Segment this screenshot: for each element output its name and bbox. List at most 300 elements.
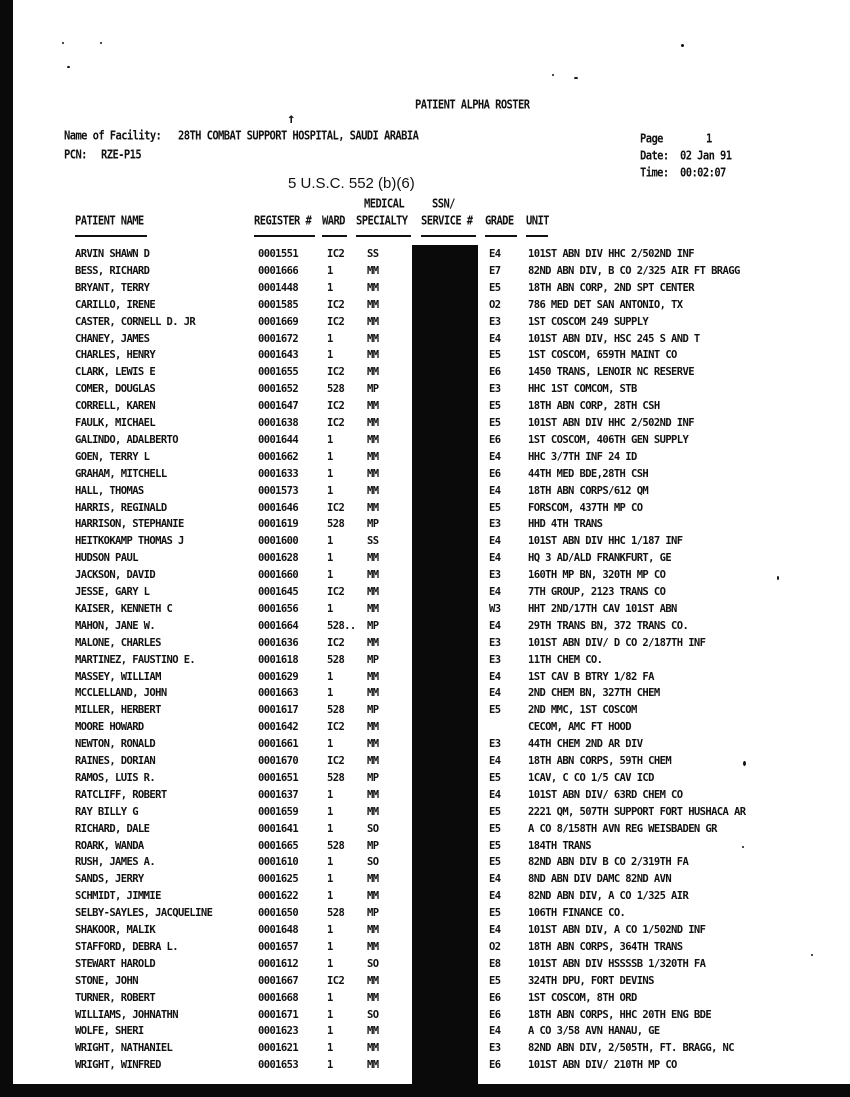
page-number: 1 [706,132,712,146]
cell-ward: 528 [327,704,345,717]
cell-patient-name: CHANEY, JAMES [75,332,150,345]
cell-specialty: MM [367,924,379,936]
cell-patient-name: STONE, JOHN [75,974,138,987]
cell-grade: E4 [489,552,501,565]
cell-ward: 1 [327,1059,333,1072]
cell-grade: E6 [489,1059,501,1072]
cell-grade: E3 [489,315,501,328]
cell-unit: 1ST COSCOM 249 SUPPLY [528,315,649,328]
cell-register-number: 0001657 [258,940,299,953]
col-header-service: SERVICE # [421,214,473,228]
cell-grade: E3 [489,738,501,751]
cell-register-number: 0001623 [258,1025,299,1038]
cell-ward: IC2 [327,974,345,987]
cell-specialty: MM [367,349,379,362]
time-label: Time: [640,166,669,180]
pcn-value: RZE-P15 [101,148,142,162]
cell-ward: 1 [327,873,333,886]
cell-unit: 11TH CHEM CO. [528,653,603,666]
cell-specialty: MM [367,1042,379,1055]
cell-specialty: SO [367,856,379,869]
col-header-patient-name: PATIENT NAME [75,214,144,228]
col-header-ssn: SSN/ [432,197,455,211]
date-value: 02 Jan 91 [680,149,732,163]
scan-speck [574,77,578,79]
cell-unit: 44TH CHEM 2ND AR DIV [528,738,643,751]
cell-patient-name: CHARLES, HENRY [75,349,156,362]
cell-register-number: 0001662 [258,450,299,463]
cell-grade: E6 [489,366,501,379]
header-rule [322,235,347,237]
scan-speck [62,42,64,44]
cell-register-number: 0001661 [258,738,299,751]
cell-unit: HHC 3/7TH INF 24 ID [528,450,637,463]
cell-ward: IC2 [327,366,345,379]
cell-patient-name: WOLFE, SHERI [75,1025,144,1038]
cell-grade: E5 [489,856,501,869]
cell-patient-name: SCHMIDT, JIMMIE [75,890,161,903]
cell-unit: 101ST ABN DIV HHC 2/502ND INF [528,248,694,260]
cell-grade: E4 [489,873,501,886]
cell-grade: O2 [489,298,501,311]
cell-register-number: 0001644 [258,433,299,446]
col-header-unit: UNIT [526,214,549,228]
page-label: Page [640,132,663,146]
cell-unit: 106TH FINANCE CO. [528,907,626,920]
cell-grade: E3 [489,518,501,531]
cell-unit: 2ND CHEM BN, 327TH CHEM [528,687,660,700]
cell-register-number: 0001663 [258,687,299,700]
cell-register-number: 0001664 [258,619,299,632]
cell-patient-name: KAISER, KENNETH C [75,602,173,615]
cell-register-number: 0001636 [258,636,299,649]
cell-grade: E4 [489,484,501,497]
cell-specialty: SO [367,1008,379,1021]
cell-grade: E4 [489,450,501,463]
cell-ward: 528 [327,518,345,531]
cell-grade: E5 [489,839,501,852]
cell-grade: E3 [489,653,501,666]
cell-ward: 1 [327,433,333,446]
cell-unit: 2ND MMC, 1ST COSCOM [528,704,637,717]
scan-speck [742,846,744,848]
cell-patient-name: GALINDO, ADALBERTO [75,433,178,446]
cell-unit: 101ST ABN DIV/ 210TH MP CO [528,1059,677,1072]
scan-speck [552,74,554,76]
cell-patient-name: CORRELL, KAREN [75,400,156,413]
cell-register-number: 0001637 [258,788,299,801]
cell-patient-name: WRIGHT, NATHANIEL [75,1042,173,1055]
cell-specialty: MM [367,501,379,514]
cell-specialty: MM [367,586,379,598]
cell-register-number: 0001612 [258,957,299,970]
cell-patient-name: FAULK, MICHAEL [75,417,156,429]
cell-patient-name: NEWTON, RONALD [75,738,156,751]
cell-specialty: MM [367,298,379,311]
cell-specialty: MM [367,1059,379,1072]
cell-grade: W3 [489,602,501,615]
cell-specialty: MM [367,400,379,413]
cell-patient-name: TURNER, ROBERT [75,991,156,1004]
cell-unit: 184TH TRANS [528,839,591,852]
header-rule [421,235,476,237]
cell-patient-name: RATCLIFF, ROBERT [75,788,167,801]
cell-unit: HHD 4TH TRANS [528,518,603,531]
cell-patient-name: MALONE, CHARLES [75,636,161,649]
cell-patient-name: HUDSON PAUL [75,552,138,565]
cell-register-number: 0001670 [258,755,299,767]
report-title: PATIENT ALPHA ROSTER [415,98,530,112]
cell-specialty: MM [367,315,379,328]
cell-ward: IC2 [327,417,345,429]
cell-ward: IC2 [327,248,345,260]
cell-grade: E7 [489,264,501,277]
cell-unit: 1ST COSCOM, 406TH GEN SUPPLY [528,433,689,446]
cell-patient-name: BESS, RICHARD [75,264,150,277]
cell-register-number: 0001638 [258,417,299,429]
cell-register-number: 0001621 [258,1042,299,1055]
cell-unit: 1ST CAV B BTRY 1/82 FA [528,670,654,683]
cell-register-number: 0001642 [258,721,299,734]
cell-specialty: MM [367,636,379,649]
cell-grade: E4 [489,248,501,260]
cell-patient-name: MCCLELLAND, JOHN [75,687,167,700]
cell-patient-name: BRYANT, TERRY [75,281,150,294]
cell-grade: E3 [489,1042,501,1055]
cell-patient-name: MAHON, JANE W. [75,619,156,632]
cell-specialty: MP [367,907,379,920]
cell-ward: IC2 [327,586,345,598]
cell-specialty: MM [367,974,379,987]
cell-ward: 1 [327,450,333,463]
cell-patient-name: JESSE, GARY L [75,586,150,598]
cell-grade: E6 [489,1008,501,1021]
cell-register-number: 0001671 [258,1008,299,1021]
cell-unit: CECOM, AMC FT HOOD [528,721,631,734]
scan-speck [743,761,746,766]
cell-register-number: 0001622 [258,890,299,903]
cell-grade: E3 [489,569,501,582]
cell-unit: FORSCOM, 437TH MP CO [528,501,643,514]
cell-grade: E5 [489,349,501,362]
cell-specialty: MM [367,1025,379,1038]
cell-grade: E5 [489,281,501,294]
cell-ward: 1 [327,535,333,548]
cell-register-number: 0001652 [258,383,299,396]
cell-specialty: MM [367,569,379,582]
col-header-grade: GRADE [485,214,514,228]
cell-register-number: 0001643 [258,349,299,362]
cell-grade: E5 [489,907,501,920]
cell-specialty: MM [367,281,379,294]
cell-unit: 18TH ABN CORPS/612 QM [528,484,649,497]
cell-register-number: 0001651 [258,771,299,784]
cell-ward: IC2 [327,636,345,649]
cell-ward: IC2 [327,501,345,514]
cell-grade: E5 [489,501,501,514]
cell-ward: 1 [327,738,333,751]
cell-register-number: 0001641 [258,822,299,835]
cell-unit: 1ST COSCOM, 659TH MAINT CO [528,349,677,362]
cell-patient-name: GOEN, TERRY L [75,450,150,463]
cell-specialty: MM [367,467,379,480]
cell-unit: 101ST ABN DIV HSSSSB 1/320TH FA [528,957,706,970]
cell-grade: E4 [489,670,501,683]
cell-register-number: 0001648 [258,924,299,936]
cell-ward: IC2 [327,298,345,311]
cell-register-number: 0001647 [258,400,299,413]
cell-patient-name: JACKSON, DAVID [75,569,156,582]
cell-ward: 528 [327,907,345,920]
cell-grade: E4 [489,924,501,936]
cell-specialty: MM [367,417,379,429]
pen-mark: ↑ [287,111,296,127]
cell-specialty: MM [367,788,379,801]
cell-specialty: SO [367,957,379,970]
cell-patient-name: WILLIAMS, JOHNATHN [75,1008,178,1021]
cell-grade: E3 [489,383,501,396]
cell-specialty: SO [367,822,379,835]
cell-register-number: 0001645 [258,586,299,598]
cell-ward: 1 [327,822,333,835]
header-rule [75,235,147,237]
ssn-redaction-bar [412,245,478,1088]
cell-unit: 101ST ABN DIV HHC 1/187 INF [528,535,683,548]
cell-patient-name: STEWART HAROLD [75,957,156,970]
cell-register-number: 0001666 [258,264,299,277]
cell-register-number: 0001656 [258,602,299,615]
cell-unit: 18TH ABN CORPS, 364TH TRANS [528,940,683,953]
cell-grade: E4 [489,755,501,767]
cell-unit: 101ST ABN DIV, A CO 1/502ND INF [528,924,706,936]
cell-grade: E6 [489,991,501,1004]
cell-unit: HHC 1ST COMCOM, STB [528,383,637,396]
cell-register-number: 0001629 [258,670,299,683]
cell-ward: 1 [327,957,333,970]
cell-patient-name: RAINES, DORIAN [75,755,156,767]
header-rule [485,235,517,237]
cell-specialty: SS [367,535,379,548]
cell-unit: 18TH ABN CORPS, 59TH CHEM [528,755,672,767]
cell-patient-name: CLARK, LEWIS E [75,366,156,379]
cell-unit: 2221 QM, 507TH SUPPORT FORT HUSHACA AR [528,805,746,818]
scan-speck [67,66,70,68]
cell-ward: 1 [327,788,333,801]
cell-ward: 1 [327,687,333,700]
cell-unit: A CO 8/158TH AVN REG WEISBADEN GR [528,822,717,835]
cell-patient-name: RICHARD, DALE [75,822,150,835]
cell-grade: E5 [489,974,501,987]
cell-grade: E3 [489,636,501,649]
cell-grade: E5 [489,400,501,413]
cell-unit: 160TH MP BN, 320TH MP CO [528,569,666,582]
date-label: Date: [640,149,669,163]
cell-patient-name: SANDS, JERRY [75,873,144,886]
cell-grade: E5 [489,771,501,784]
cell-patient-name: RUSH, JAMES A. [75,856,156,869]
cell-register-number: 0001617 [258,704,299,717]
cell-unit: 44TH MED BDE,28TH CSH [528,467,649,480]
cell-unit: HHT 2ND/17TH CAV 101ST ABN [528,602,677,615]
cell-register-number: 0001618 [258,653,299,666]
cell-specialty: MM [367,332,379,345]
cell-register-number: 0001646 [258,501,299,514]
cell-unit: 82ND ABN DIV, A CO 1/325 AIR [528,890,689,903]
cell-register-number: 0001665 [258,839,299,852]
cell-specialty: MM [367,755,379,767]
cell-ward: 1 [327,1042,333,1055]
cell-register-number: 0001672 [258,332,299,345]
cell-specialty: MP [367,619,379,632]
cell-specialty: MM [367,721,379,734]
cell-unit: 1ST COSCOM, 8TH ORD [528,991,637,1004]
cell-specialty: MM [367,991,379,1004]
cell-grade: E5 [489,805,501,818]
cell-register-number: 0001655 [258,366,299,379]
cell-register-number: 0001585 [258,298,299,311]
cell-register-number: 0001573 [258,484,299,497]
cell-grade: E4 [489,619,501,632]
cell-ward: 528.. [327,619,356,632]
scan-speck [811,954,813,956]
cell-ward: 1 [327,924,333,936]
cell-specialty: MM [367,264,379,277]
cell-grade: E4 [489,687,501,700]
cell-unit: 82ND ABN DIV, B CO 2/325 AIR FT BRAGG [528,264,740,277]
cell-register-number: 0001660 [258,569,299,582]
cell-ward: 1 [327,349,333,362]
cell-ward: IC2 [327,315,345,328]
cell-ward: 1 [327,890,333,903]
cell-register-number: 0001448 [258,281,299,294]
cell-ward: 1 [327,1008,333,1021]
cell-patient-name: HARRISON, STEPHANIE [75,518,184,531]
facility-value: 28TH COMBAT SUPPORT HOSPITAL, SAUDI ARABIA [178,129,419,143]
cell-unit: 18TH ABN CORP, 2ND SPT CENTER [528,281,694,294]
cell-specialty: MP [367,704,379,717]
cell-ward: 528 [327,839,345,852]
cell-ward: 1 [327,552,333,565]
cell-unit: 101ST ABN DIV/ D CO 2/187TH INF [528,636,706,649]
cell-grade: E4 [489,586,501,598]
cell-patient-name: HALL, THOMAS [75,484,144,497]
cell-ward: 528 [327,383,345,396]
cell-unit: 1450 TRANS, LENOIR NC RESERVE [528,366,694,379]
cell-specialty: MM [367,670,379,683]
cell-register-number: 0001653 [258,1059,299,1072]
cell-ward: 1 [327,940,333,953]
cell-register-number: 0001668 [258,991,299,1004]
cell-register-number: 0001633 [258,467,299,480]
cell-unit: 1CAV, C CO 1/5 CAV ICD [528,771,654,784]
cell-ward: 1 [327,602,333,615]
cell-register-number: 0001625 [258,873,299,886]
cell-unit: 7TH GROUP, 2123 TRANS CO [528,586,666,598]
cell-patient-name: MASSEY, WILLIAM [75,670,161,683]
col-header-specialty: SPECIALTY [356,214,408,228]
cell-ward: 1 [327,281,333,294]
cell-register-number: 0001600 [258,535,299,548]
cell-patient-name: ARVIN SHAWN D [75,248,150,260]
cell-ward: IC2 [327,721,345,734]
cell-unit: 82ND ABN DIV B CO 2/319TH FA [528,856,689,869]
cell-specialty: MM [367,602,379,615]
cell-unit: 82ND ABN DIV, 2/505TH, FT. BRAGG, NC [528,1042,734,1055]
scan-speck [681,44,684,47]
cell-patient-name: MARTINEZ, FAUSTINO E. [75,653,196,666]
cell-grade: E4 [489,1025,501,1038]
cell-unit: 18TH ABN CORP, 28TH CSH [528,400,660,413]
cell-patient-name: HEITKOKAMP THOMAS J [75,535,184,548]
cell-patient-name: CASTER, CORNELL D. JR [75,315,196,328]
cell-unit: 101ST ABN DIV, HSC 245 S AND T [528,332,700,345]
cell-ward: 1 [327,670,333,683]
cell-specialty: SS [367,248,379,260]
cell-specialty: MM [367,873,379,886]
cell-specialty: MM [367,940,379,953]
cell-specialty: MM [367,433,379,446]
cell-patient-name: ROARK, WANDA [75,839,144,852]
cell-ward: 1 [327,569,333,582]
cell-ward: 1 [327,467,333,480]
cell-patient-name: RAY BILLY G [75,805,138,818]
cell-specialty: MP [367,653,379,666]
cell-specialty: MM [367,890,379,903]
cell-specialty: MM [367,450,379,463]
cell-register-number: 0001610 [258,856,299,869]
scan-speck [777,576,779,580]
cell-patient-name: WRIGHT, WINFRED [75,1059,161,1072]
cell-ward: 1 [327,332,333,345]
cell-ward: IC2 [327,400,345,413]
cell-register-number: 0001667 [258,974,299,987]
cell-specialty: MP [367,383,379,396]
cell-patient-name: GRAHAM, MITCHELL [75,467,167,480]
cell-patient-name: MOORE HOWARD [75,721,144,734]
cell-register-number: 0001659 [258,805,299,818]
cell-grade: E5 [489,822,501,835]
cell-unit: 29TH TRANS BN, 372 TRANS CO. [528,619,689,632]
cell-ward: 1 [327,264,333,277]
cell-ward: 1 [327,1025,333,1038]
cell-register-number: 0001551 [258,248,299,260]
cell-grade: E6 [489,433,501,446]
foia-exemption-stamp: 5 U.S.C. 552 (b)(6) [288,175,415,192]
cell-grade: E4 [489,890,501,903]
cell-specialty: MP [367,518,379,531]
cell-grade: E5 [489,704,501,717]
cell-specialty: MM [367,552,379,565]
cell-unit: 324TH DPU, FORT DEVINS [528,974,654,987]
cell-patient-name: STAFFORD, DEBRA L. [75,940,178,953]
cell-register-number: 0001628 [258,552,299,565]
header-rule [356,235,411,237]
cell-ward: 1 [327,991,333,1004]
cell-ward: 528 [327,771,345,784]
cell-grade: E4 [489,788,501,801]
cell-unit: 101ST ABN DIV/ 63RD CHEM CO [528,788,683,801]
cell-specialty: MP [367,771,379,784]
cell-specialty: MP [367,839,379,852]
cell-specialty: MM [367,484,379,497]
cell-grade: E4 [489,535,501,548]
cell-ward: 528 [327,653,345,666]
cell-unit: A CO 3/58 AVN HANAU, GE [528,1025,660,1038]
cell-unit: 18TH ABN CORPS, HHC 20TH ENG BDE [528,1008,712,1021]
time-value: 00:02:07 [680,166,726,180]
cell-register-number: 0001619 [258,518,299,531]
header-rule [254,235,315,237]
